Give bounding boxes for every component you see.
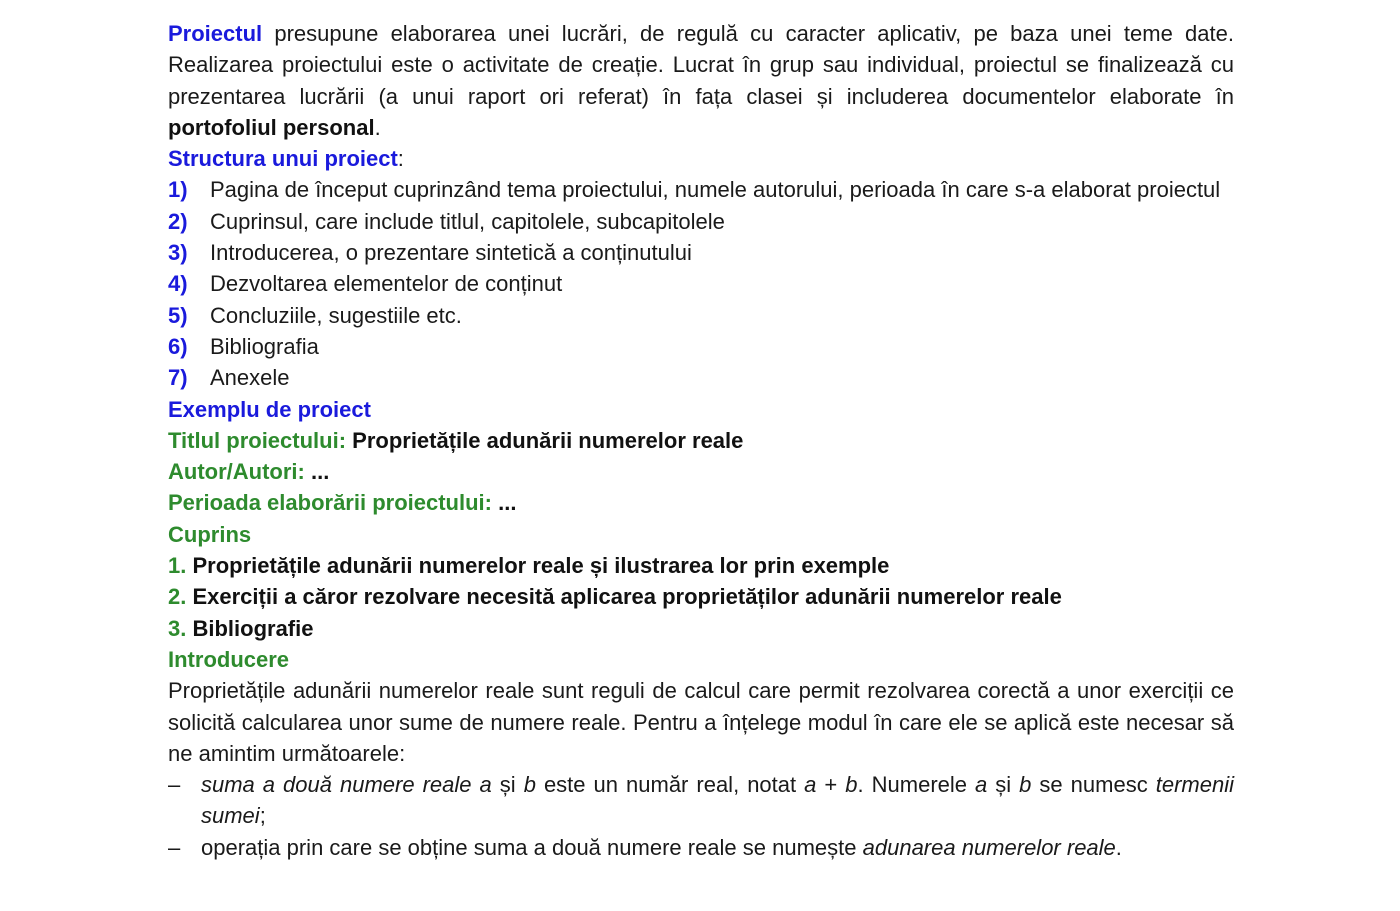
structure-item-text: Dezvoltarea elementelor de conținut xyxy=(210,271,563,297)
contents-item-number: 3. xyxy=(168,615,187,641)
structure-item xyxy=(168,237,1234,268)
contents-list xyxy=(168,550,1234,644)
structure-item xyxy=(168,331,1234,362)
intro-text: presupune elaborarea unei lucrări, de regulă cu caracter aplicativ, pe baza unei teme date. Realizarea proiectului este o activitate de creație. Lucrat în grup sau individual, proiectul se finalizează cu prezentarea lucrării (a unui raport ori referat) în fața clasei și includerea documentelor elaborate în xyxy=(168,21,1234,109)
structure-item xyxy=(168,362,1234,393)
structure-item-number: 5) xyxy=(168,302,188,328)
author-line: Autor/Autori: ... xyxy=(168,459,330,485)
structure-item-number: 1) xyxy=(168,177,188,203)
structure-item xyxy=(168,268,1234,299)
contents-item-number: 1. xyxy=(168,553,187,579)
structure-item-text: Pagina de început cuprinzând tema proiectului, numele autorului, perioada în care s-a elaborat proiectul xyxy=(210,177,1221,203)
structure-item-text: Cuprinsul, care include titlul, capitolele, subcapitolele xyxy=(210,208,725,234)
document-page xyxy=(168,18,1234,863)
contents-heading: Cuprins xyxy=(168,521,252,547)
structure-item xyxy=(168,206,1234,237)
structure-item-text: Concluziile, sugestiile etc. xyxy=(210,302,462,328)
structure-list xyxy=(168,174,1234,393)
structure-item-text: Introducerea, o prezentare sintetică a conținutului xyxy=(210,240,692,266)
structure-item-number: 3) xyxy=(168,240,188,266)
contents-item xyxy=(168,613,1234,644)
contents-item-text: Exerciții a căror rezolvare necesită aplicarea proprietăților adunării numerelor reale xyxy=(186,584,1062,610)
contents-item-number: 2. xyxy=(168,584,187,610)
contents-item xyxy=(168,550,1234,581)
structure-item-text: Anexele xyxy=(210,365,290,391)
structure-heading: Structura unui proiect: xyxy=(168,146,404,172)
structure-item-text: Bibliografia xyxy=(210,333,319,359)
introduction-text: Proprietățile adunării numerelor reale sunt reguli de calcul care permit rezolvarea corectă a unor exerciții ce solicită calcularea unor sume de numere reale. Pentru a înțelege modul în care ele se aplică este necesar să ne amintim următoarele: xyxy=(168,678,1234,766)
definition-item-addition: – operația prin care se obține suma a două numere reale se numește adunarea numerelor reale. xyxy=(168,834,1122,860)
structure-item xyxy=(168,300,1234,331)
definition-item-sum: – suma a două numere reale a și b este un număr real, notat a + b. Numerele a și b se numesc termenii sumei; xyxy=(168,772,1234,829)
contents-item-text: Proprietățile adunării numerelor reale și ilustrarea lor prin exemple xyxy=(186,553,890,579)
structure-item-number: 2) xyxy=(168,208,188,234)
structure-item xyxy=(168,174,1234,205)
contents-item xyxy=(168,581,1234,612)
intro-lead: Proiectul xyxy=(168,21,263,46)
project-title-line: Titlul proiectului: Proprietățile adunării numerelor reale xyxy=(168,427,744,453)
intro-paragraph: Proiectul presupune elaborarea unei lucrări, de regulă cu caracter aplicativ, pe baza unei teme date. Realizarea proiectului este o activitate de creație. Lucrat în grup sau individual, proiectul se finalizează cu prezentarea lucrării (a unui raport ori referat) în fața clasei și includerea documentelor elaborate în portofoliul personal. xyxy=(168,21,1234,140)
structure-item-number: 4) xyxy=(168,271,188,297)
structure-item-number: 7) xyxy=(168,365,188,391)
contents-item-text: Bibliografie xyxy=(186,615,314,641)
introduction-heading: Introducere xyxy=(168,646,290,672)
period-line: Perioada elaborării proiectului: ... xyxy=(168,490,517,516)
example-heading: Exemplu de proiect xyxy=(168,396,371,422)
structure-item-number: 6) xyxy=(168,333,188,359)
portfolio-term: portofoliul personal xyxy=(168,114,375,140)
